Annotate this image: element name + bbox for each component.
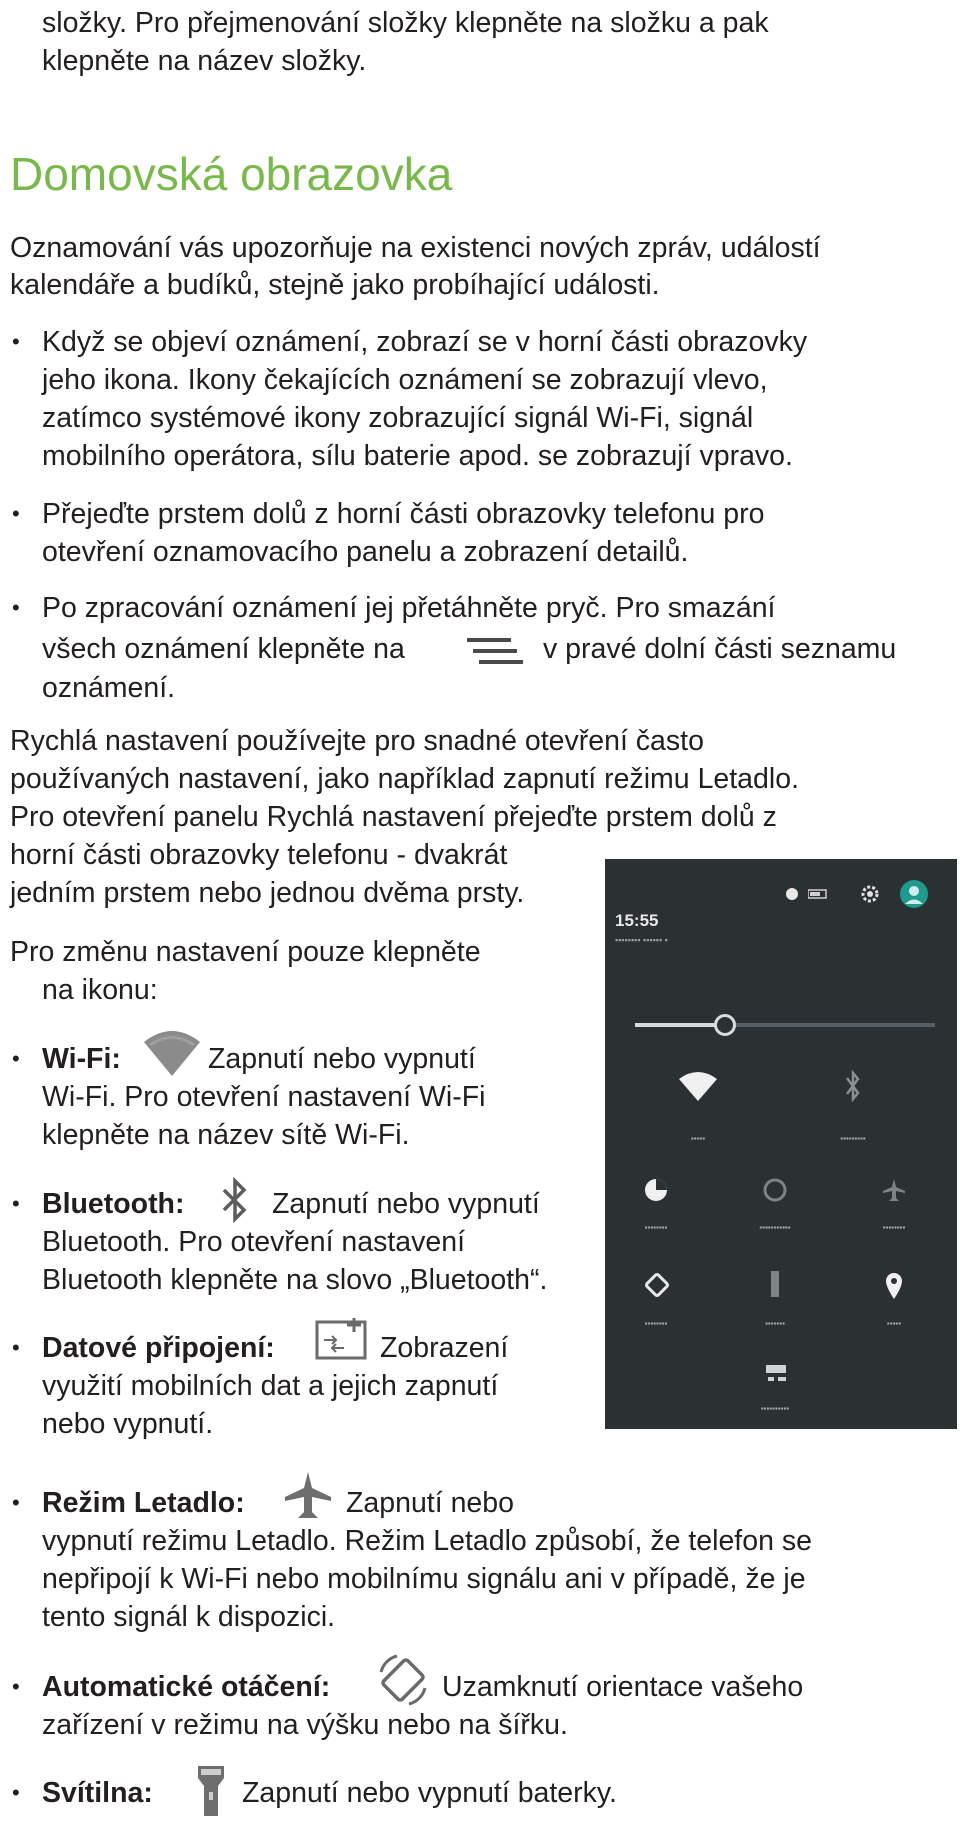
intro-line: složky. Pro přejmenování složky klepněte na složku a pak bbox=[42, 7, 769, 39]
wifi-icon bbox=[140, 1026, 204, 1080]
bullet-marker: • bbox=[12, 1191, 20, 1216]
gear-icon bbox=[859, 883, 881, 905]
qs-wifi-icon[interactable] bbox=[677, 1071, 719, 1103]
bullet-line: zatímco systémové ikony zobrazující signál Wi-Fi, signál bbox=[42, 402, 754, 434]
qs-bluetooth-icon[interactable] bbox=[843, 1069, 863, 1103]
item-line: Zapnutí nebo bbox=[346, 1487, 514, 1519]
phone-clock: 15:55 bbox=[615, 911, 659, 930]
bullet-line: mobilního operátora, sílu baterie apod. se zobrazují vpravo. bbox=[42, 440, 793, 472]
qs-wifi-label: ▪▪▪▪▪ bbox=[690, 1134, 706, 1143]
bullet-marker: • bbox=[12, 1335, 20, 1360]
item-line: využití mobilních dat a jejich zapnutí bbox=[42, 1370, 499, 1402]
item-line: nepřipojí k Wi-Fi nebo mobilnímu signálu ani v případě, že je bbox=[42, 1563, 806, 1595]
paragraph-line: horní části obrazovky telefonu - dvakrát bbox=[10, 839, 508, 871]
item-line: Bluetooth klepněte na slovo „Bluetooth“. bbox=[42, 1264, 548, 1296]
qs-flashlight-label: ▪▪▪▪▪▪▪ bbox=[765, 1319, 785, 1328]
bullet-line: Po zpracování oznámení jej přetáhněte pryč. Pro smazání bbox=[42, 592, 776, 624]
status-bar bbox=[605, 859, 957, 909]
item-line: Bluetooth. Pro otevření nastavení bbox=[42, 1226, 466, 1258]
item-line: Uzamknutí orientace vašeho bbox=[442, 1671, 804, 1703]
bullet-line: otevření oznamovacího panelu a zobrazení detailů. bbox=[42, 536, 689, 568]
item-line: Zapnutí nebo vypnutí baterky. bbox=[242, 1777, 617, 1809]
item-line: zařízení v režimu na výšku nebo na šířku. bbox=[42, 1709, 568, 1741]
bullet-line: v pravé dolní části seznamu bbox=[543, 633, 897, 665]
item-label: Bluetooth: bbox=[42, 1188, 185, 1220]
bullet-line: Přejeďte prstem dolů z horní části obrazovky telefonu pro bbox=[42, 498, 765, 530]
paragraph-line: Pro změnu nastavení pouze klepněte bbox=[10, 936, 481, 968]
item-line: nebo vypnutí. bbox=[42, 1408, 214, 1440]
paragraph-line: používaných nastavení, jako například zapnutí režimu Letadlo. bbox=[10, 763, 799, 795]
qs-rotate-icon[interactable] bbox=[643, 1271, 671, 1299]
bullet-marker: • bbox=[12, 1490, 20, 1515]
avatar-icon bbox=[899, 879, 929, 909]
phone-date: ▪▪▪▪▪▪▪▪ ▪▪▪▪▪▪ ▪ bbox=[615, 935, 668, 945]
bullet-marker: • bbox=[12, 501, 20, 526]
paragraph-line: na ikonu: bbox=[42, 974, 158, 1006]
qs-data-icon[interactable] bbox=[643, 1177, 669, 1203]
qs-location-icon[interactable] bbox=[883, 1271, 905, 1301]
auto-rotate-icon bbox=[375, 1650, 431, 1710]
airplane-icon bbox=[283, 1470, 333, 1524]
item-line: klepněte na název sítě Wi-Fi. bbox=[42, 1119, 410, 1151]
item-label: Automatické otáčení: bbox=[42, 1671, 331, 1703]
paragraph-line: kalendáře a budíků, stejně jako probíhající události. bbox=[10, 269, 660, 301]
item-label: Režim Letadlo: bbox=[42, 1487, 245, 1519]
item-label: Svítilna: bbox=[42, 1777, 153, 1809]
paragraph-line: Rychlá nastavení používejte pro snadné otevření často bbox=[10, 725, 704, 757]
bullet-marker: • bbox=[12, 1780, 20, 1805]
qs-battery-icon[interactable] bbox=[763, 1177, 787, 1203]
paragraph-line: Pro otevření panelu Rychlá nastavení přejeďte prstem dolů z bbox=[10, 801, 777, 833]
intro-line: klepněte na název složky. bbox=[42, 45, 367, 77]
item-line: Zapnutí nebo vypnutí bbox=[208, 1043, 476, 1075]
item-line: vypnutí režimu Letadlo. Režim Letadlo způsobí, že telefon se bbox=[42, 1525, 812, 1557]
item-line: Zapnutí nebo vypnutí bbox=[272, 1188, 540, 1220]
paragraph-line: Oznamování vás upozorňuje na existenci nových zpráv, událostí bbox=[10, 232, 821, 264]
brightness-fill bbox=[635, 1023, 725, 1027]
item-label: Wi-Fi: bbox=[42, 1043, 121, 1075]
bullet-marker: • bbox=[12, 1674, 20, 1699]
flashlight-icon bbox=[194, 1762, 228, 1820]
alarm-icon bbox=[785, 887, 799, 901]
bullet-marker: • bbox=[12, 1046, 20, 1071]
quick-settings-screenshot bbox=[605, 859, 957, 1429]
qs-rotate-label: ▪▪▪▪▪▪▪▪ bbox=[644, 1319, 668, 1328]
bullet-line: oznámení. bbox=[42, 672, 176, 704]
bullet-marker: • bbox=[12, 329, 20, 354]
item-line: Zobrazení bbox=[380, 1332, 509, 1364]
brightness-handle[interactable] bbox=[714, 1014, 736, 1036]
bullet-line: jeho ikona. Ikony čekajících oznámení se zobrazují vlevo, bbox=[42, 364, 768, 396]
clear-all-icon bbox=[463, 632, 527, 672]
qs-airplane-icon[interactable] bbox=[881, 1177, 907, 1203]
paragraph-line: jedním prstem nebo jednou dvěma prsty. bbox=[10, 877, 525, 909]
qs-location-label: ▪▪▪▪▪ bbox=[886, 1319, 902, 1328]
qs-data-label: ▪▪▪▪▪▪▪▪ bbox=[644, 1223, 668, 1232]
battery-icon bbox=[808, 889, 830, 899]
bullet-line: všech oznámení klepněte na bbox=[42, 633, 405, 665]
qs-bluetooth-label: ▪▪▪▪▪▪▪▪▪ bbox=[840, 1134, 866, 1143]
qs-flashlight-icon[interactable] bbox=[767, 1269, 783, 1301]
section-heading: Domovská obrazovka bbox=[10, 148, 453, 200]
bluetooth-icon bbox=[218, 1176, 252, 1224]
item-line: Wi-Fi. Pro otevření nastavení Wi-Fi bbox=[42, 1081, 486, 1113]
qs-cast-icon[interactable] bbox=[760, 1359, 792, 1387]
item-label: Datové připojení: bbox=[42, 1332, 275, 1364]
bullet-line: Když se objeví oznámení, zobrazí se v horní části obrazovky bbox=[42, 326, 808, 358]
bullet-marker: • bbox=[12, 595, 20, 620]
qs-cast-label: ▪▪▪▪▪▪▪▪▪▪ bbox=[760, 1404, 790, 1413]
mobile-data-icon bbox=[314, 1316, 370, 1362]
qs-battery-label: ▪▪▪▪▪▪▪▪▪▪▪ bbox=[759, 1223, 791, 1232]
item-line: tento signál k dispozici. bbox=[42, 1601, 336, 1633]
qs-airplane-label: ▪▪▪▪▪▪▪▪ bbox=[882, 1223, 906, 1232]
